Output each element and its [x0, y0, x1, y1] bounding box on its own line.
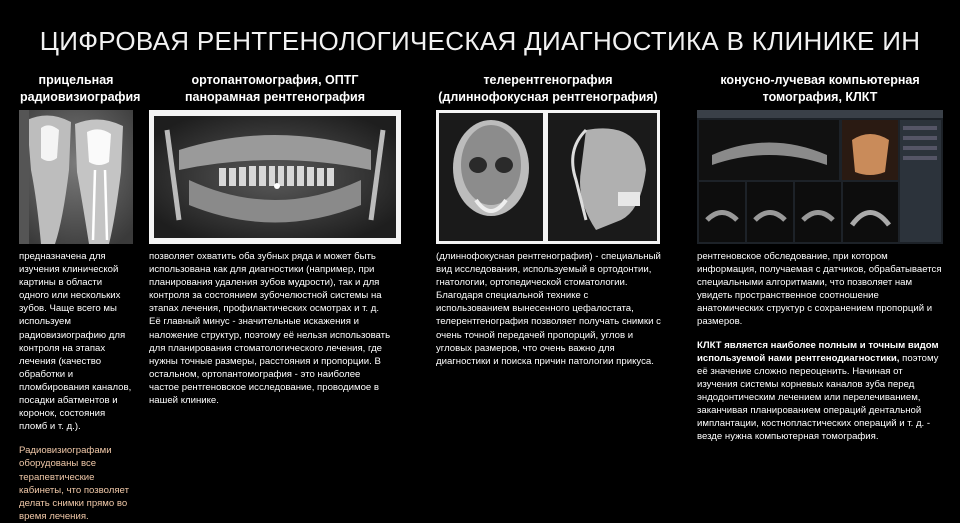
heading-line: (длиннофокусная рентгенография): [438, 90, 658, 104]
heading-radiovisiography: [20, 72, 141, 106]
heading-line: радиовизиография: [20, 90, 141, 104]
heading-line: прицельная: [38, 73, 114, 87]
heading-telerentgen: [436, 72, 660, 106]
description-2: [697, 339, 943, 444]
radiovisiography-image: [19, 110, 133, 244]
panoramic-image: [149, 110, 401, 244]
cbct-text: [697, 250, 943, 443]
radiovisiography-text: [19, 250, 133, 523]
heading-line: телерентгенография: [483, 73, 613, 87]
page-title: ЦИФРОВАЯ РЕНТГЕНОЛОГИЧЕСКАЯ ДИАГНОСТИКА В КЛИНИКЕ ИН: [39, 26, 921, 56]
heading-line: конусно-лучевая компьютерная: [720, 73, 920, 87]
description: предназначена для изучения клинической картины в области одного или нескольких зубов. Чаще всего мы используем радиовизиографию для контроля на этапах лечения (качество обработки и пломбирования каналов, посадки абатментов и коронок, состояния пломб и т. д.).: [19, 251, 132, 433]
heading-line: томография, КЛКТ: [762, 90, 878, 104]
description: рентгеновское обследование, при котором информация, получаемая с датчиков, обрабатывается специальными алгоритмами, что позволяет нам увидеть пространственное соотношение анатомических структур с сохранением пропорций и размеров.: [697, 251, 942, 328]
heading-line: панорамная рентгенография: [184, 90, 366, 104]
description: позволяет охватить оба зубных ряда и может быть использована как для диагностики (например, при планирования удаления зубов мудрости), так и для контроля за состоянием зубочелюстной системы на этапах лечения, профилактических осмотрах и т. д. Её главный минус - значительные искажения и наложение структур, поэтому её нельзя использовать для планирования стоматологического лечения, где нужны точные размеры, расстояния и пропорции. В остальном, ортопантомография - это наиболее частое рентгеновское исследование, проводимое в нашей клинике.: [149, 251, 391, 407]
heading-cbct: [697, 72, 943, 106]
optg-text: [149, 250, 393, 407]
heading-optg: [150, 72, 400, 106]
note: Радиовизиографами оборудованы все терапевтические кабинеты, что позволяет делать снимки прямо во время лечения.: [19, 445, 129, 522]
cephalogram-image: [436, 110, 660, 244]
description: (длиннофокусная рентгенография) - специальный вид исследования, используемый в ортодонтии, гнатологии, ортопедической стоматологии. Благодаря специальной технике с использованием вынесенного цефалостата, телерентгенография позволяет получать снимки с очень точной передачей пропорций, углов и угловых размеров, что очень важно для диагностики и поиска причин патологии прикуса.: [436, 251, 661, 367]
continuation: поэтому её значение сложно переоценить. Начиная от изучения системы корневых каналов зуба перед эндодонтическим лечением или перелечиванием, заканчивая планированием операций дентальной имплантации, костнопластических операций и т. д. - везде нужна компьютерная томография.: [697, 352, 939, 443]
heading-line: ортопантомография, ОПТГ: [191, 73, 359, 87]
cbct-image: [697, 110, 943, 244]
telerentgen-text: [436, 250, 662, 368]
emphasis: КЛКТ является наиболее полным и точным видом используемой нами рентгенодиагностики,: [697, 339, 939, 364]
